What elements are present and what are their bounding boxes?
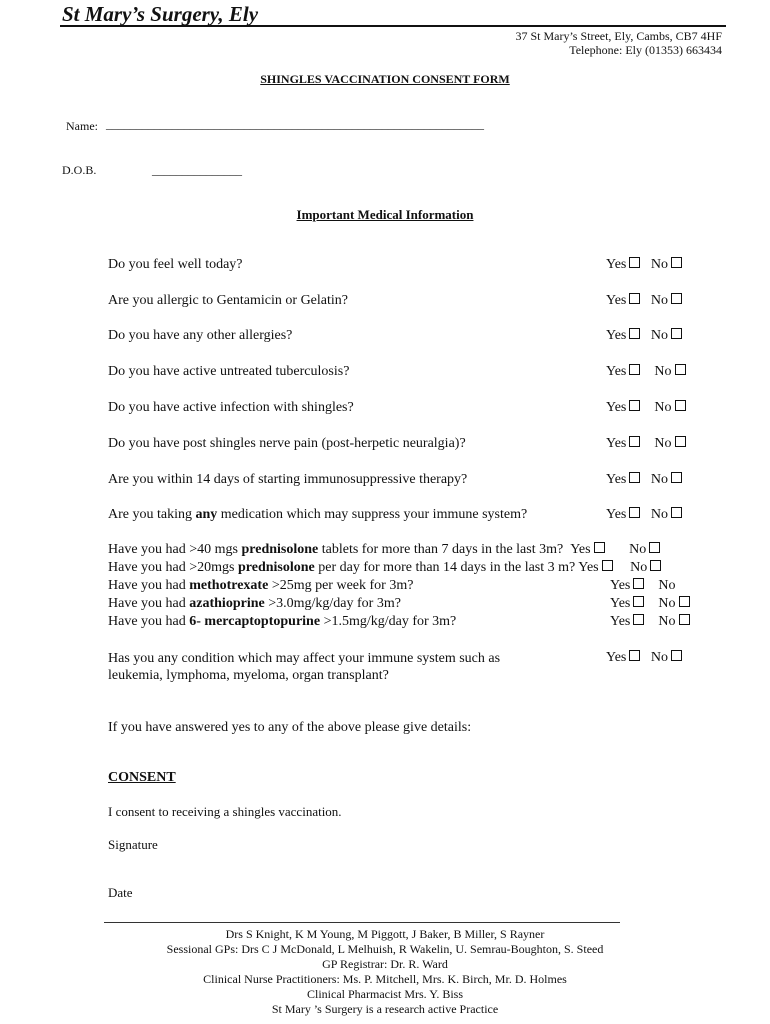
yes-label: Yes xyxy=(606,328,627,343)
question-1: Do you feel well today? xyxy=(108,257,243,272)
yes-checkbox[interactable] xyxy=(629,257,640,268)
yes-label: Yes xyxy=(578,560,599,575)
question-5: Do you have active infection with shingles? xyxy=(108,400,354,415)
q5-answer xyxy=(606,400,686,416)
yes-label: Yes xyxy=(606,257,627,272)
no-checkbox[interactable] xyxy=(679,614,690,625)
no-label: No xyxy=(654,364,672,379)
no-checkbox[interactable] xyxy=(675,436,686,447)
date-label: Date xyxy=(108,885,133,900)
yes-label: Yes xyxy=(606,364,627,379)
question-2: Are you allergic to Gentamicin or Gelatin? xyxy=(108,293,348,308)
no-checkbox[interactable] xyxy=(675,364,686,375)
q1-answer xyxy=(606,257,682,273)
question-7: Are you within 14 days of starting immunosuppressive therapy? xyxy=(108,472,468,487)
yes-checkbox[interactable] xyxy=(602,560,613,571)
footer-registrar: GP Registrar: Dr. R. Ward xyxy=(322,957,448,971)
yes-label: Yes xyxy=(610,578,631,593)
no-label: No xyxy=(654,400,672,415)
no-checkbox[interactable] xyxy=(671,293,682,304)
yes-checkbox[interactable] xyxy=(629,328,640,339)
footer-pharmacist: Clinical Pharmacist Mrs. Y. Biss xyxy=(307,987,463,1001)
drug-question-4: Have you had azathioprine >3.0mg/kg/day for 3m? xyxy=(108,596,401,611)
footer-research: St Mary ’s Surgery is a research active Practice xyxy=(271,1002,499,1016)
q7-answer xyxy=(606,472,682,488)
yes-checkbox[interactable] xyxy=(629,650,640,661)
footer-sessional-gps: Sessional GPs: Drs C J McDonald, L Melhuish, R Wakelin, U. Semrau-Boughton, S. Steed xyxy=(166,942,604,956)
yes-checkbox[interactable] xyxy=(629,364,640,375)
yes-label: Yes xyxy=(570,542,591,557)
name-label: Name: xyxy=(66,119,98,133)
yes-label: Yes xyxy=(606,400,627,415)
q2-answer xyxy=(606,293,682,309)
practice-address: 37 St Mary’s Street, Ely, Cambs, CB7 4HF xyxy=(515,29,722,43)
question-8: Are you taking any medication which may suppress your immune system? xyxy=(108,507,528,522)
question-3: Do you have any other allergies? xyxy=(108,328,293,343)
yes-checkbox[interactable] xyxy=(629,472,640,483)
no-label: No xyxy=(650,257,668,272)
footer-divider xyxy=(104,922,620,923)
no-checkbox[interactable] xyxy=(671,507,682,518)
section-title: Important Medical Information xyxy=(296,207,474,222)
header-divider xyxy=(60,25,726,27)
question-6: Do you have post shingles nerve pain (post-herpetic neuralgia)? xyxy=(108,436,466,451)
no-label: No xyxy=(650,293,668,308)
drug-3-answer xyxy=(610,578,676,594)
drug-5-answer xyxy=(610,614,690,630)
yes-checkbox[interactable] xyxy=(629,436,640,447)
footer-doctors: Drs S Knight, K M Young, M Piggott, J Baker, B Miller, S Rayner xyxy=(225,927,545,941)
drug-4-answer xyxy=(610,596,690,612)
name-field[interactable]: _______________________________________________________________ xyxy=(106,117,484,131)
no-label: No xyxy=(654,436,672,451)
dob-field[interactable]: _______________ xyxy=(152,163,242,177)
signature-label: Signature xyxy=(108,837,158,852)
no-label: No xyxy=(658,596,676,611)
consent-heading: CONSENT xyxy=(108,770,176,785)
yes-label: Yes xyxy=(606,650,627,665)
consent-statement: I consent to receiving a shingles vaccination. xyxy=(108,804,342,819)
condition-answer xyxy=(606,650,682,666)
no-checkbox[interactable] xyxy=(671,650,682,661)
no-checkbox[interactable] xyxy=(671,472,682,483)
q3-answer xyxy=(606,328,682,344)
yes-checkbox[interactable] xyxy=(633,596,644,607)
practice-name: St Mary’s Surgery, Ely xyxy=(62,2,259,26)
no-checkbox[interactable] xyxy=(671,257,682,268)
yes-label: Yes xyxy=(606,507,627,522)
no-label: No xyxy=(650,650,668,665)
no-checkbox[interactable] xyxy=(679,596,690,607)
no-label: No xyxy=(658,578,676,593)
footer-nurses: Clinical Nurse Practitioners: Ms. P. Mitchell, Mrs. K. Birch, Mr. D. Holmes xyxy=(203,972,567,986)
drug-question-5: Have you had 6- mercaptoptopurine >1.5mg/kg/day for 3m? xyxy=(108,614,457,629)
no-label: No xyxy=(658,614,676,629)
drug-question-3: Have you had methotrexate >25mg per week for 3m? xyxy=(108,578,414,593)
details-prompt: If you have answered yes to any of the above please give details: xyxy=(108,720,472,735)
yes-label: Yes xyxy=(606,436,627,451)
yes-checkbox[interactable] xyxy=(633,578,644,589)
condition-question: Has you any condition which may affect your immune system such as leukemia, lymphoma, myeloma, organ transplant? xyxy=(108,651,501,683)
drug-question-1: Have you had >40 mgs prednisolone tablets for more than 7 days in the last 3m? Yes No xyxy=(108,542,660,558)
no-checkbox[interactable] xyxy=(675,400,686,411)
yes-checkbox[interactable] xyxy=(629,293,640,304)
q4-answer xyxy=(606,364,686,380)
yes-label: Yes xyxy=(610,614,631,629)
q6-answer xyxy=(606,436,686,452)
yes-label: Yes xyxy=(606,472,627,487)
yes-checkbox[interactable] xyxy=(633,614,644,625)
no-label: No xyxy=(650,507,668,522)
dob-label: D.O.B. xyxy=(62,163,97,177)
yes-label: Yes xyxy=(610,596,631,611)
yes-checkbox[interactable] xyxy=(629,507,640,518)
yes-label: Yes xyxy=(606,293,627,308)
no-checkbox[interactable] xyxy=(650,560,661,571)
no-label: No xyxy=(629,542,647,557)
emphasis-any: any xyxy=(195,507,218,522)
yes-checkbox[interactable] xyxy=(629,400,640,411)
yes-checkbox[interactable] xyxy=(594,542,605,553)
no-label: No xyxy=(630,560,648,575)
q8-answer xyxy=(606,507,682,523)
no-checkbox[interactable] xyxy=(649,542,660,553)
question-4: Do you have active untreated tuberculosis? xyxy=(108,364,350,379)
practice-telephone: Telephone: Ely (01353) 663434 xyxy=(569,43,722,57)
no-label: No xyxy=(650,328,668,343)
no-label: No xyxy=(650,472,668,487)
form-title: SHINGLES VACCINATION CONSENT FORM xyxy=(260,72,510,86)
drug-question-2: Have you had >20mgs prednisolone per day for more than 14 days in the last 3 m? Yes No xyxy=(108,560,661,576)
no-checkbox[interactable] xyxy=(671,328,682,339)
